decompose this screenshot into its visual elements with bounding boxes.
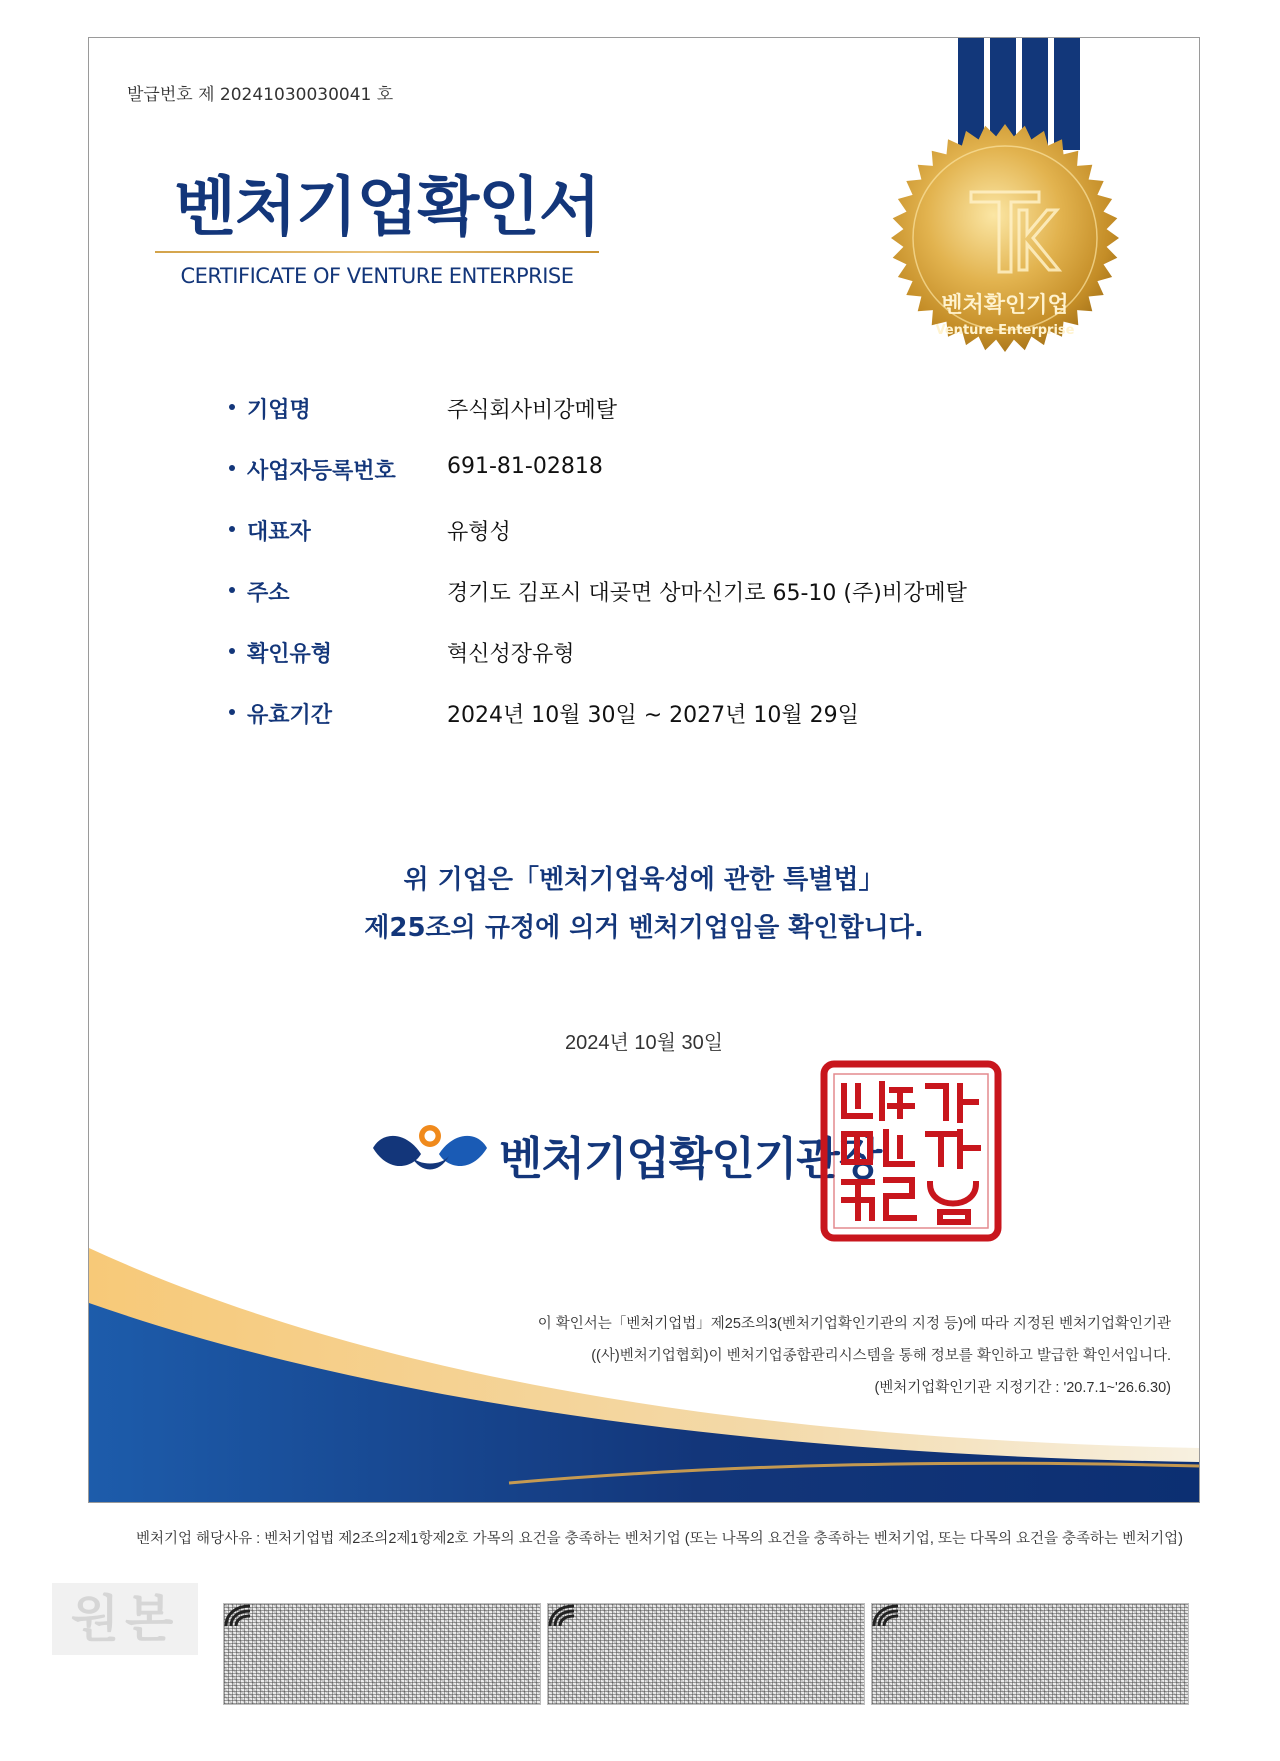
badge-english-text: Venture Enterprise — [935, 323, 1075, 338]
issuer-logo-icon — [371, 1118, 489, 1180]
barcode-corner-icon — [224, 1604, 254, 1628]
issue-date: 2024년 10월 30일 — [564, 1032, 724, 1054]
field-value: 691-81-02818 — [447, 454, 603, 479]
badge-korean-text: 벤처확인기업 — [941, 293, 1069, 318]
issue-number: 발급번호 제 20241030030041 호 — [127, 85, 394, 105]
statement-line: 위 기업은「벤처기업육성에 관한 특별법」 — [403, 865, 885, 895]
bullet-icon — [229, 709, 235, 715]
field-value: 혁신성장유형 — [447, 642, 575, 667]
field-value: 2024년 10월 30일 ~ 2027년 10월 29일 — [447, 703, 859, 728]
bullet-icon — [229, 648, 235, 654]
title-english: CERTIFICATE OF VENTURE ENTERPRISE — [180, 264, 574, 288]
confirmation-statement — [89, 856, 1199, 952]
official-red-seal-icon — [820, 1060, 1002, 1242]
issuer-name: 벤처기업확인기관장 — [499, 1132, 882, 1185]
certificate — [88, 37, 1200, 1503]
eligibility-basis: 벤처기업 해당사유 : 벤처기업법 제2조의2제1항제2호 가목의 요건을 충족하는 벤처기업 (또는 나목의 요건을 충족하는 벤처기업, 또는 다목의 요건을 충족하는 벤처기업) — [136, 1531, 1183, 1547]
field-value: 유형성 — [447, 520, 511, 545]
bullet-icon — [229, 465, 235, 471]
field-label: 유효기간 — [247, 703, 333, 728]
bullet-icon — [229, 526, 235, 532]
field-value: 경기도 김포시 대곶면 상마신기로 65-10 (주)비강메탈 — [447, 581, 967, 606]
barcode-corner-icon — [872, 1604, 902, 1628]
field-label: 사업자등록번호 — [247, 459, 396, 484]
security-barcode — [223, 1603, 541, 1705]
original-mark: 원본 — [52, 1583, 198, 1655]
bullet-icon — [229, 404, 235, 410]
title-korean: 벤처기업확인서 — [174, 171, 600, 245]
footnote-line: 이 확인서는「벤처기업법」제25조의3(벤처기업확인기관의 지정 등)에 따라 지정된 벤처기업확인기관 — [537, 1316, 1171, 1332]
venture-enterprise-seal-icon — [889, 122, 1121, 354]
field-label: 기업명 — [247, 398, 311, 423]
footnote-line: ((사)벤처기업협회)이 벤처기업종합관리시스템을 통해 정보를 확인하고 발급한 확인서입니다. — [591, 1348, 1171, 1364]
security-barcode — [547, 1603, 865, 1705]
field-label: 주소 — [247, 581, 290, 606]
security-barcode — [871, 1603, 1189, 1705]
footnote-line: (벤처기업확인기관 지정기간 : '20.7.1~'26.6.30) — [874, 1380, 1171, 1396]
title-divider — [155, 251, 599, 253]
barcode-corner-icon — [548, 1604, 578, 1628]
field-value: 주식회사비강메탈 — [447, 398, 618, 423]
footnote — [538, 1308, 1171, 1404]
field-label: 확인유형 — [247, 642, 333, 667]
field-label: 대표자 — [247, 520, 311, 545]
bullet-icon — [229, 587, 235, 593]
statement-line: 제25조의 규정에 의거 벤처기업임을 확인합니다. — [364, 913, 924, 943]
